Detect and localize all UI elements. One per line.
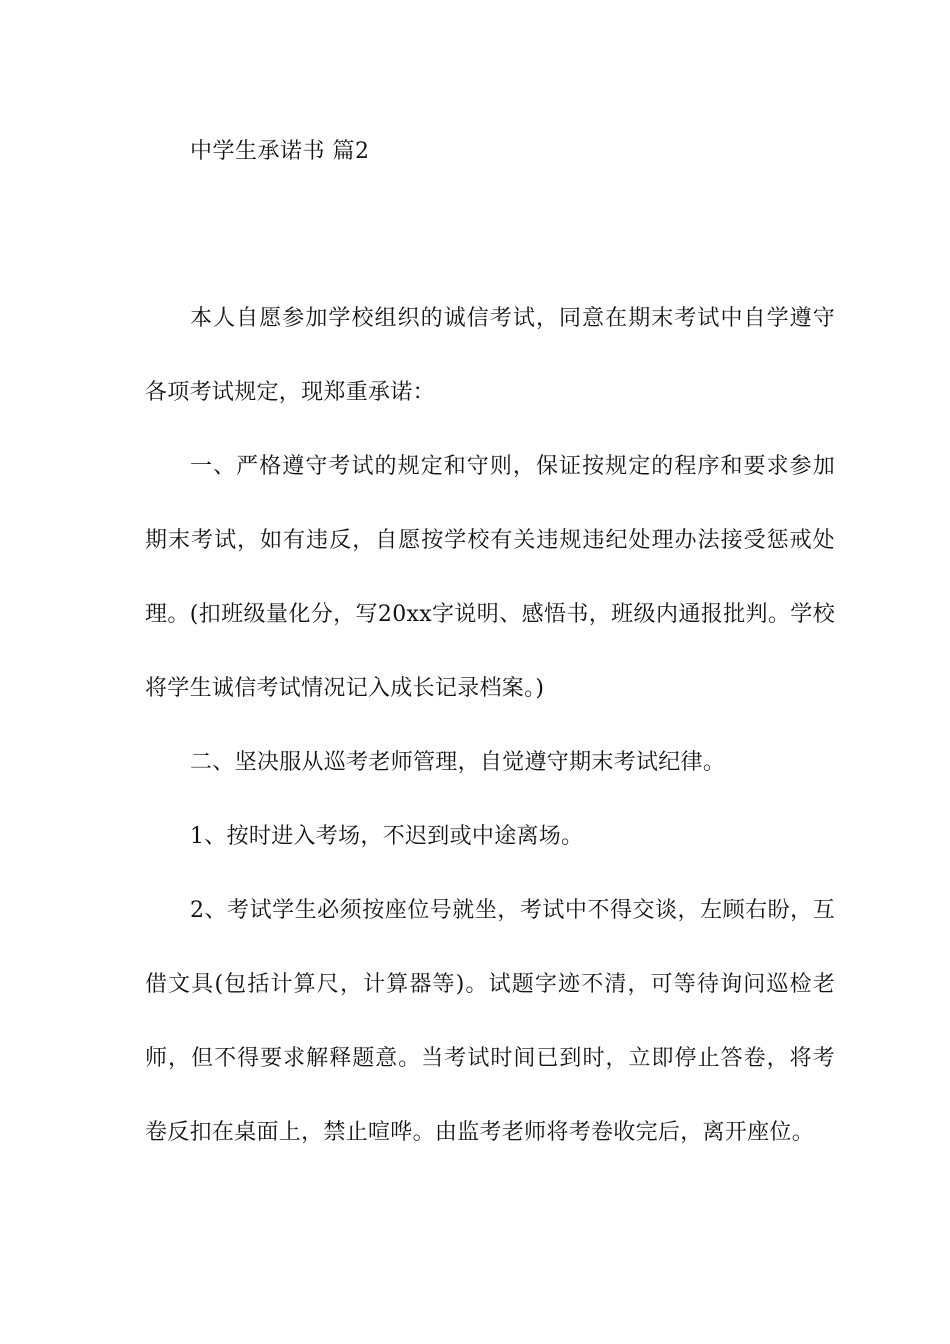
paragraph-item-one: 1、按时进入考场，不迟到或中途离场。 (190, 824, 584, 849)
paragraph-intro: 本人自愿参加学校组织的诚信考试，同意在期末考试中自学遵守各项考试规定，现郑重承诺： (145, 306, 835, 405)
paragraph-rule-two: 二、坚决服从巡考老师管理，自觉遵守期末考试纪律。 (190, 750, 726, 775)
paragraph-rule-one: 一、严格遵守考试的规定和守则，保证按规定的程序和要求参加期末考试，如有违反，自愿按学校有关违规违纪处理办法接受惩戒处理。(扣班级量化分，写20xx字说明、感悟书，班级内通报批判。学校将学生诚信考试情况记入成长记录档案。) (145, 454, 835, 701)
document-body (145, 282, 835, 1170)
paragraph-item-two: 2、考试学生必须按座位号就坐，考试中不得交谈，左顾右盼，互借文具(包括计算尺，计算器等)。试题字迹不清，可等待询问巡检老师，但不得要求解释题意。当考试时间已到时，立即停止答卷，将考卷反扣在桌面上，禁止喧哗。由监考老师将考卷收完后，离开座位。 (145, 898, 835, 1145)
document-title: 中学生承诺书 篇2 (190, 139, 370, 164)
